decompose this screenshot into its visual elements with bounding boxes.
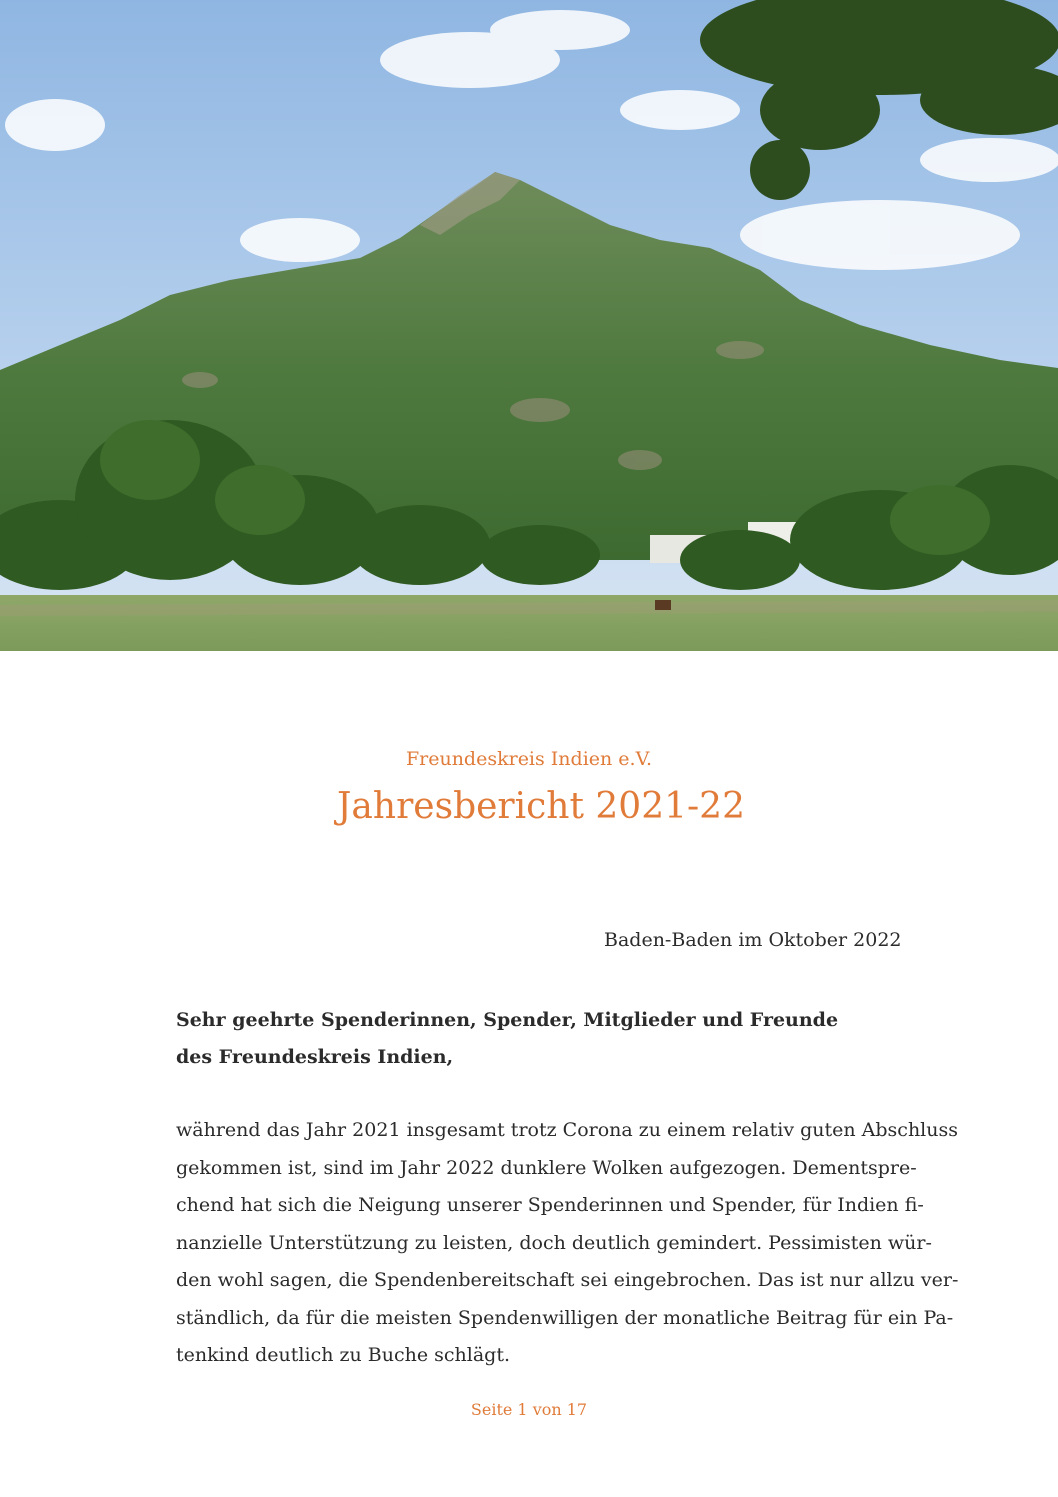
- body-line: während das Jahr 2021 insgesamt trotz Corona zu einem relativ guten Abschluss: [176, 1119, 958, 1141]
- salutation-line: des Freundeskreis Indien,: [176, 1046, 454, 1068]
- body-line: ständlich, da für die meisten Spendenwilligen der monatliche Beitrag für ein Pa-: [176, 1306, 954, 1329]
- page-number: Seite 1 von 17: [470, 1400, 588, 1419]
- body-line: chend hat sich die Neigung unserer Spenderinnen und Spender, für Indien fi-: [176, 1194, 924, 1216]
- salutation: [176, 1002, 896, 1076]
- organization-name: Freundeskreis Indien e.V.: [405, 748, 653, 770]
- place-and-date: Baden-Baden im Oktober 2022: [604, 929, 902, 951]
- letter-body: [176, 1112, 959, 1375]
- cover-photo-mountain-landscape: [0, 0, 1058, 651]
- body-line: den wohl sagen, die Spendenbereitschaft sei eingebrochen. Das ist nur allzu ver-: [176, 1269, 959, 1291]
- body-line: tenkind deutlich zu Buche schlägt.: [176, 1344, 511, 1366]
- body-line: nanzielle Unterstützung zu leisten, doch deutlich gemindert. Pessimisten wür-: [176, 1231, 932, 1254]
- body-line: gekommen ist, sind im Jahr 2022 dunklere Wolken aufgezogen. Dementspre-: [176, 1156, 917, 1179]
- salutation-line: Sehr geehrte Spenderinnen, Spender, Mitglieder und Freunde: [176, 1009, 839, 1031]
- document-title: Jahresbericht 2021-22: [337, 786, 745, 827]
